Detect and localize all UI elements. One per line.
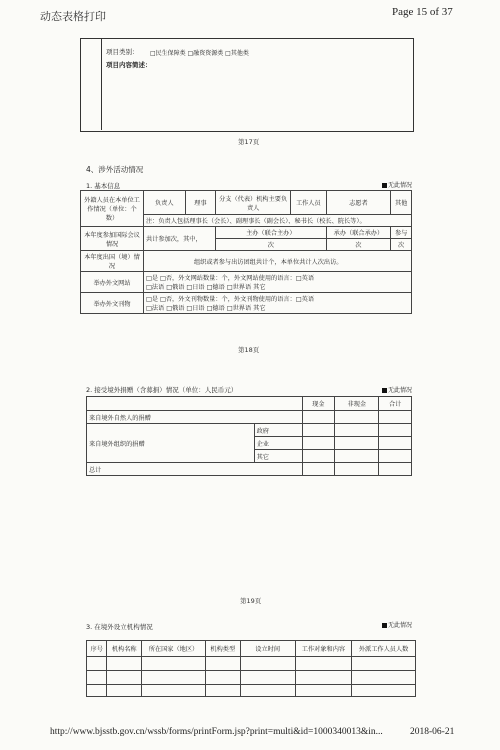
donation-row-total: 总计 bbox=[87, 463, 303, 476]
donation-row-individual: 来自境外自然人的捐赠 bbox=[87, 411, 303, 424]
cell bbox=[142, 657, 206, 671]
cell bbox=[240, 657, 295, 671]
cell bbox=[352, 657, 416, 671]
filled-checkbox-icon bbox=[382, 388, 387, 393]
cell bbox=[302, 411, 335, 424]
cell bbox=[87, 657, 107, 671]
cell bbox=[107, 671, 142, 685]
conference-total: 共计参加次，其中， bbox=[144, 227, 216, 251]
conference-head-3: 参与 bbox=[391, 227, 412, 239]
conference-row-label: 本年度参加国际会议情况 bbox=[81, 227, 144, 251]
overseas-head-1: 序号 bbox=[87, 641, 107, 657]
col-head-6: 其他 bbox=[391, 191, 412, 215]
page-number-18: 第18页 bbox=[238, 346, 260, 354]
cell bbox=[107, 657, 142, 671]
cell bbox=[335, 424, 379, 437]
donation-table bbox=[86, 396, 412, 476]
cell bbox=[335, 411, 379, 424]
page-indicator: Page 15 of 37 bbox=[392, 6, 453, 18]
donation-head-noncash: 非现金 bbox=[335, 397, 379, 411]
col-head-3: 分支（代表）机构主要负责人 bbox=[216, 191, 291, 215]
cell bbox=[205, 685, 240, 697]
col-head-2: 理事 bbox=[185, 191, 216, 215]
cell bbox=[379, 450, 412, 463]
cell bbox=[335, 437, 379, 450]
abroad-text: 组织或者参与出访团组共计个，本单位共计人次出访。 bbox=[144, 251, 412, 272]
cell bbox=[205, 657, 240, 671]
donation-none-flag bbox=[382, 385, 412, 394]
cell bbox=[335, 463, 379, 476]
overseas-head-5: 设立时间 bbox=[240, 641, 295, 657]
col-head-1: 负责人 bbox=[144, 191, 186, 215]
cell bbox=[87, 671, 107, 685]
filled-checkbox-icon bbox=[382, 623, 387, 628]
cell bbox=[379, 437, 412, 450]
conference-head-1: 主办（联合主办） bbox=[216, 227, 326, 239]
project-category-label: 项目类别： bbox=[106, 48, 139, 56]
overseas-head-2: 机构名称 bbox=[107, 641, 142, 657]
conference-head-2: 承办（联合承办） bbox=[326, 227, 391, 239]
overseas-table bbox=[86, 640, 416, 697]
none-label: 无此情况 bbox=[388, 182, 413, 189]
filled-checkbox-icon bbox=[382, 183, 387, 188]
page-number-19: 第19页 bbox=[240, 597, 262, 605]
cell bbox=[107, 685, 142, 697]
footer-date: 2018-06-21 bbox=[410, 727, 455, 737]
project-category-options: □民生保障类 □融资资源类 □其他类 bbox=[150, 50, 249, 57]
basic-info-none-flag bbox=[382, 180, 412, 189]
none-label: 无此情况 bbox=[388, 387, 413, 394]
col-head-5: 志愿者 bbox=[326, 191, 391, 215]
foreigner-row-label: 外籍人员在本单位工作情况（单位：个数） bbox=[81, 191, 144, 227]
overseas-head-4: 机构类型 bbox=[205, 641, 240, 657]
cell bbox=[205, 671, 240, 685]
journal-row-label: 举办外文刊物 bbox=[81, 293, 144, 314]
donation-sub-enterprise: 企业 bbox=[254, 437, 302, 450]
cell bbox=[335, 450, 379, 463]
cell bbox=[295, 671, 352, 685]
website-line-1: □是 □否，外文网站数量：个，外文网站使用的语言：□英语 bbox=[146, 275, 315, 282]
donation-head-total: 合计 bbox=[379, 397, 412, 411]
section4-title: 4、涉外活动情况 bbox=[86, 165, 144, 174]
footer-url[interactable]: http://www.bjsstb.gov.cn/wssb/forms/printForm.jsp?print=multi&id=1000340013&in... bbox=[50, 727, 383, 737]
cell bbox=[379, 411, 412, 424]
col-head-4: 工作人员 bbox=[291, 191, 326, 215]
donation-sub-government: 政府 bbox=[254, 424, 302, 437]
donation-corner bbox=[87, 397, 303, 411]
header-title: 动态表格打印 bbox=[40, 10, 106, 23]
project-box-divider bbox=[101, 38, 102, 130]
conference-unit-3: 次 bbox=[391, 239, 412, 251]
cell bbox=[302, 450, 335, 463]
basic-info-title: 1. 基本信息 bbox=[86, 182, 121, 190]
cell bbox=[295, 657, 352, 671]
abroad-row-label: 本年度出国（境）情况 bbox=[81, 251, 144, 272]
donation-head-cash: 现金 bbox=[302, 397, 335, 411]
cell bbox=[142, 671, 206, 685]
overseas-head-6: 工作对象和内容 bbox=[295, 641, 352, 657]
cell bbox=[302, 424, 335, 437]
conference-unit-1: 次 bbox=[216, 239, 326, 251]
none-label: 无此情况 bbox=[388, 622, 413, 629]
overseas-title: 3. 在境外设立机构情况 bbox=[86, 623, 153, 631]
cell bbox=[295, 685, 352, 697]
cell bbox=[87, 685, 107, 697]
leader-note: 注：负责人包括理事长（会长）、副理事长（副会长）、秘书长（校长、院长等）。 bbox=[144, 215, 412, 227]
overseas-head-7: 外派工作人员人数 bbox=[352, 641, 416, 657]
cell bbox=[142, 685, 206, 697]
website-options bbox=[144, 272, 412, 293]
journal-line-1: □是 □否，外文刊物数量：个，外文刊物使用的语言：□英语 bbox=[146, 296, 315, 303]
page-number-17: 第17页 bbox=[238, 138, 260, 146]
cell bbox=[240, 685, 295, 697]
cell bbox=[379, 463, 412, 476]
website-line-2: □法语 □俄语 □日语 □德语 □世界语 其它 bbox=[146, 284, 266, 291]
cell bbox=[379, 424, 412, 437]
cell bbox=[352, 671, 416, 685]
donation-title: 2. 接受境外捐赠（含募捐）情况（单位：人民币元） bbox=[86, 386, 238, 394]
overseas-head-3: 所在国家（地区） bbox=[142, 641, 206, 657]
website-row-label: 举办外文网站 bbox=[81, 272, 144, 293]
project-content-label: 项目内容简述： bbox=[106, 61, 152, 69]
journal-line-2: □法语 □俄语 □日语 □德语 □世界语 其它 bbox=[146, 305, 266, 312]
journal-options bbox=[144, 293, 412, 314]
cell bbox=[302, 463, 335, 476]
cell bbox=[302, 437, 335, 450]
donation-sub-other: 其它 bbox=[254, 450, 302, 463]
basic-info-table bbox=[80, 190, 412, 314]
conference-unit-2: 次 bbox=[326, 239, 391, 251]
cell bbox=[240, 671, 295, 685]
overseas-none-flag bbox=[382, 620, 412, 629]
cell bbox=[352, 685, 416, 697]
donation-row-organization: 来自境外组织的捐赠 bbox=[87, 424, 255, 463]
